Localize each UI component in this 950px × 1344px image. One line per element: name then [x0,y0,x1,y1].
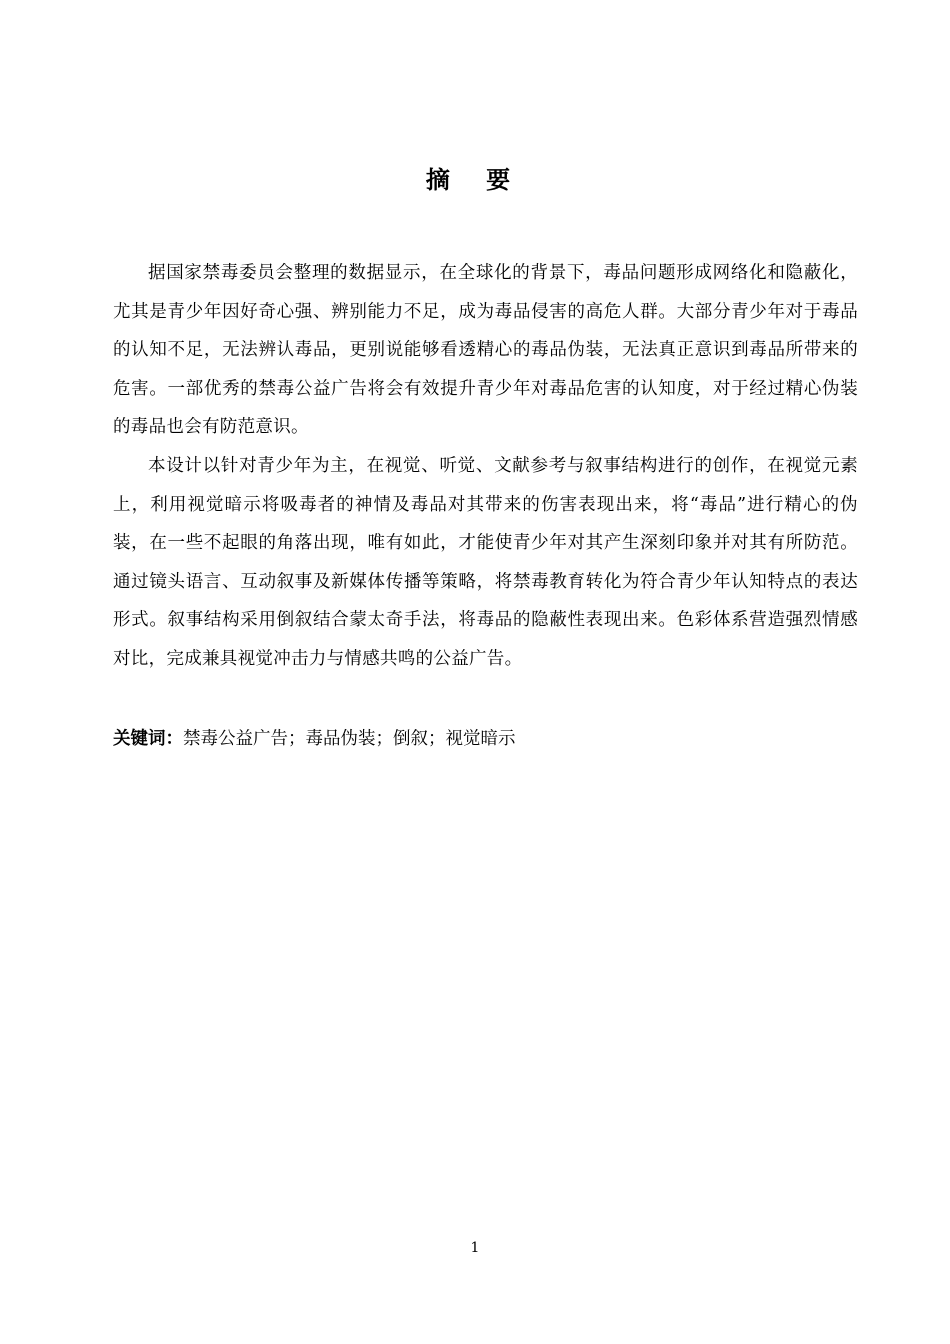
abstract-body [113,254,858,679]
page-number: 1 [470,1240,480,1256]
page-title: 摘 要 [425,166,525,194]
abstract-paragraph-1: 据国家禁毒委员会整理的数据显示，在全球化的背景下，毒品问题形成网络化和隐蔽化，尤其是青少年因好奇心强、辨别能力不足，成为毒品侵害的高危人群。大部分青少年对于毒品的认知不足，无法辨认毒品，更别说能够看透精心的毒品伪装，无法真正意识到毒品所带来的危害。一部优秀的禁毒公益广告将会有效提升青少年对毒品危害的认知度，对于经过精心伪装的毒品也会有防范意识。 [113,263,858,438]
keywords-text: 禁毒公益广告；毒品伪装；倒叙；视觉暗示 [183,729,516,749]
abstract-paragraph-2: 本设计以针对青少年为主，在视觉、听觉、文献参考与叙事结构进行的创作，在视觉元素上，利用视觉暗示将吸毒者的神情及毒品对其带来的伤害表现出来，将“毒品”进行精心的伪装，在一些不起眼的角落出现，唯有如此，才能使青少年对其产生深刻印象并对其有所防范。通过镜头语言、互动叙事及新媒体传播等策略，将禁毒教育转化为符合青少年认知特点的表达形式。叙事结构采用倒叙结合蒙太奇手法，将毒品的隐蔽性表现出来。色彩体系营造强烈情感对比，完成兼具视觉冲击力与情感共鸣的公益广告。 [113,455,858,669]
keywords-label: 关键词： [113,729,183,749]
keywords-line [113,724,858,754]
